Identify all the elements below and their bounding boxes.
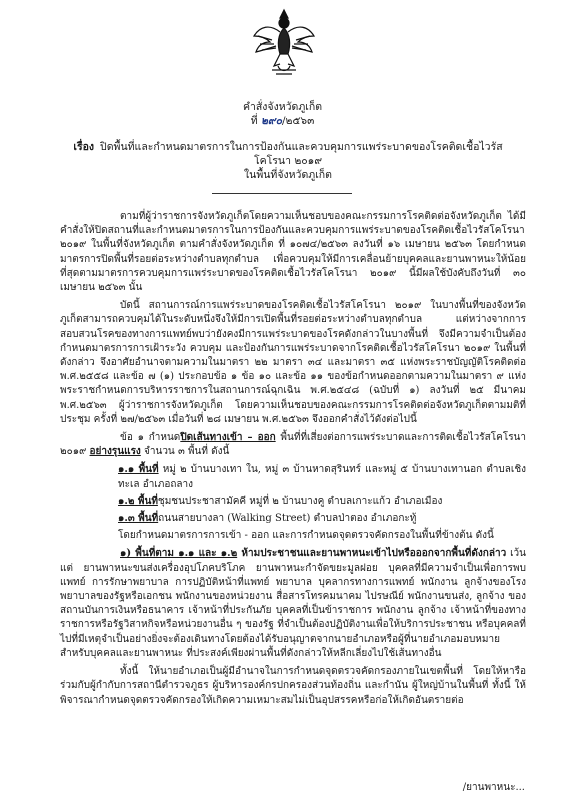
area-item-1-3 bbox=[60, 512, 526, 526]
area-item-1-3-text: ถนนสายบางลา (Walking Street) ตำบลป่าตอง อำเภอกะทู้ bbox=[158, 513, 417, 525]
paragraph-present: บัดนี้ สถานการณ์การแพร่ระบาดของโรคติดเชื้อไวรัสโคโรนา ๒๐๑๙ ในบางพื้นที่ของจังหวัดภูเก็ตสามารถควบคุมได้ในระดับหนึ่งจึงให้มีการเปิดพื้นที่รอยต่อระหว่างตำบลทุกตำบล แต่หว่างจากการสอบสวนโรคของทางการแพทย์พบว่ายังคงมีการแพร่ระบาดของโรคดังกล่าวในบางพื้นที่ จึงมีความจำเป็นต้องกำหนดมาตรการการเฝ้าระวัง ควบคุม และป้องกันการแพร่ระบาดจากโรคติดเชื้อไวรัสโคโรนา ๒๐๑๙ ในพื้นที่ดังกล่าว จึงอาศัยอำนาจตามความในมาตรา ๒๒ มาตรา ๓๔ และมาตรา ๓๕ แห่งพระราชบัญญัติโรคติดต่อ พ.ศ.๒๕๕๘ และข้อ ๗ (๑) ประกอบข้อ ๑ ข้อ ๑๐ และข้อ ๑๑ ของข้อกำหนดออกตามความในมาตรา ๙ แห่งพระราชกำหนดการบริหารราชการในสถานการณ์ฉุกเฉิน พ.ศ.๒๕๔๘ (ฉบับที่ ๑) ลงวันที่ ๒๕ มีนาคม พ.ศ.๒๕๖๓ ผู้ว่าราชการจังหวัดภูเก็ต โดยความเห็นชอบของคณะกรรมการโรคติดต่อจังหวัดภูเก็ตตามมติที่ประชุม ครั้งที่ ๒๗/๒๕๖๓ เมื่อวันที่ ๒๘ เมษายน พ.ศ.๒๕๖๓ จึงออกคำสั่งไว้ดังต่อไปนี้ bbox=[60, 300, 526, 425]
clause-1-mid: พื้นที่ที่เสี่ยงต่อการแพร่ระบาดและการติดเชื้อไวรัสโคโรนา ๒๐๑๙ bbox=[60, 432, 527, 458]
order-year: /๒๕๖๓ bbox=[282, 115, 315, 127]
clause-1-prefix: ข้อ ๑ กำหนด bbox=[120, 432, 181, 444]
measure-1-bold: ห้ามประชาชนและยานพาหนะเข้าไปหรือออกจากพื้นที่ดังกล่าว bbox=[237, 548, 507, 560]
clause-1-suffix: จำนวน ๓ พื้นที่ ดังนี้ bbox=[140, 446, 230, 458]
continuation-marker: /ยานพาหนะ... bbox=[462, 782, 525, 793]
area-item-1-2 bbox=[60, 495, 526, 509]
paragraph-closing: ทั้งนี้ ให้นายอำเภอเป็นผู้มีอำนาจในการกำหนดจุดตรวจคัดกรองภายในเขตพื้นที่ โดยให้หารือร่วมกับผู้กำกับการสถานีตำรวจภูธร ผู้บริหารองค์กรปกครองส่วนท้องถิ่น และกำนัน ผู้ใหญ่บ้านในพื้นที่ ทั้งนี้ ให้พิจารณากำหนดจุดตรวจคัดกรองให้เกิดความเหมาะสมไม่เป็นอุปสรรคหรือก่อให้เกิดอันตรายต่อ bbox=[60, 666, 526, 706]
measure-note: โดยกำหนดมาตรการการเข้า - ออก และการกำหนดจุดตรวจคัดกรองในพื้นที่ข้างต้น ดังนี้ bbox=[118, 530, 494, 542]
clause-1-bold: ปิดเส้นทางเข้า – ออก bbox=[180, 432, 276, 444]
area-item-1-1 bbox=[60, 463, 526, 491]
subject-line-2: ในพื้นที่จังหวัดภูเก็ต bbox=[244, 169, 332, 181]
order-header bbox=[0, 100, 565, 128]
clause-1 bbox=[60, 431, 526, 459]
garuda-emblem-icon bbox=[250, 6, 318, 78]
area-item-1-3-label: ๑.๓ พื้นที่ bbox=[118, 513, 159, 525]
measure-1-text: เว้นแต่ ยานพาหนะขนส่งเครื่องอุปโภคบริโภค ยานพาหนะกำจัดขยะมูลฝอย บุคคลที่มีความจำเป็นเพื่อการพบแพทย์ การรักษาพยาบาล การปฏิบัติหน้าที่แพทย์ พยาบาล บุคลากรทางการแพทย์ พนักงาน ลูกจ้างของโรงพยาบาลของรัฐหรือเอกชน พนักงานของหน่วยงาน สื่อสารโทรคมนาคม ไปรษณีย์ พนักงานขนส่ง, ลูกจ้าง ของสถานบันการเงินหรือธนาคาร เจ้าหน้าที่ประกันภัย บุคคลที่เป็นข้าราชการ พนักงาน ลูกจ้าง เจ้าหน้าที่ของทางราชการหรือรัฐวิสาหกิจหรือหน่วยงานอื่น ๆ ของรัฐ ที่จำเป็นต้องปฏิบัติงานเพื่อให้บริการประชาชน หรือบุคคลที่ไปที่มีเหตุจำเป็นอย่างยิ่งจะต้องเดินทางโดยต้องได้รับอนุญาตจากนายอำเภอหรือผู้ที่นายอำเภอมอบหมาย สำหรับบุคคลและยานพาหนะ ที่ประสงค์เพียงผ่านพื้นที่ดังกล่าวให้หลีกเลี่ยงไปใช้เส้นทางอื่น bbox=[60, 548, 526, 659]
order-number: ๒๙๐ bbox=[260, 115, 283, 127]
paragraph-background: ตามที่ผู้ว่าราชการจังหวัดภูเก็ตโดยความเห็นชอบของคณะกรรมการโรคติดต่อจังหวัดภูเก็ต ได้มีคำสั่งให้ปิดสถานที่และกำหนดมาตรการในการป้องกันและควบคุมการแพร่ระบาดของโรคติดเชื้อไวรัสโคโรนา ๒๐๑๙ ในพื้นที่จังหวัดภูเก็ต ตามคำสั่งจังหวัดภูเก็ต ที่ ๑๐๗๔/๒๕๖๓ ลงวันที่ ๑๖ เมษายน ๒๕๖๓ โดยกำหนดมาตรการปิดพื้นที่รอยต่อระหว่างตำบลทุกตำบล เพื่อควบคุมให้มีการเคลื่อนย้ายบุคคลและยานพาหนะให้น้อยที่สุดตามมาตรการควบคุมการแพร่ระบาดของโรคติดเชื้อไวรัสโคโรนา ๒๐๑๙ นี้มีผลใช้บังคับถึงวันที่ ๓๐ เมษายน ๒๕๖๓ นั้น bbox=[60, 211, 527, 294]
subject-label: เรื่อง bbox=[73, 141, 95, 153]
area-item-1-1-text: หมู่ ๒ บ้านบางเทา ใน, หมู่ ๓ บ้านหาดสุรินทร์ และหมู่ ๕ บ้านบางเทานอก ตำบลเชิงทะเล อำเภอถลาง bbox=[118, 464, 526, 490]
subject-line-1: ปิดพื้นที่และกำหนดมาตรการในการป้องกันและควบคุมการแพร่ระบาดของโรคติดเชื้อไวรัสโคโรนา ๒๐๑๙ bbox=[100, 141, 503, 167]
subject-block bbox=[68, 140, 508, 182]
clause-1-strong: อย่างรุนแรง bbox=[89, 446, 141, 458]
divider-line bbox=[212, 193, 352, 194]
order-number-line bbox=[0, 114, 565, 128]
area-item-1-2-label: ๑.๒ พื้นที่ bbox=[118, 495, 158, 507]
area-item-1-2-text: ชุมชนประชาสามัคคี หมู่ที่ ๒ บ้านบางคู ตำบลเกาะแก้ว อำเภอเมือง bbox=[157, 495, 443, 507]
measure-1 bbox=[60, 547, 526, 661]
measure-1-label: ๑) พื้นที่ตาม ๑.๑ และ ๑.๒ bbox=[120, 548, 238, 560]
order-title: คำสั่งจังหวัดภูเก็ต bbox=[242, 101, 323, 113]
area-item-1-1-label: ๑.๑ พื้นที่ bbox=[118, 464, 159, 476]
document-body bbox=[60, 210, 526, 712]
order-number-prefix: ที่ bbox=[250, 115, 258, 127]
